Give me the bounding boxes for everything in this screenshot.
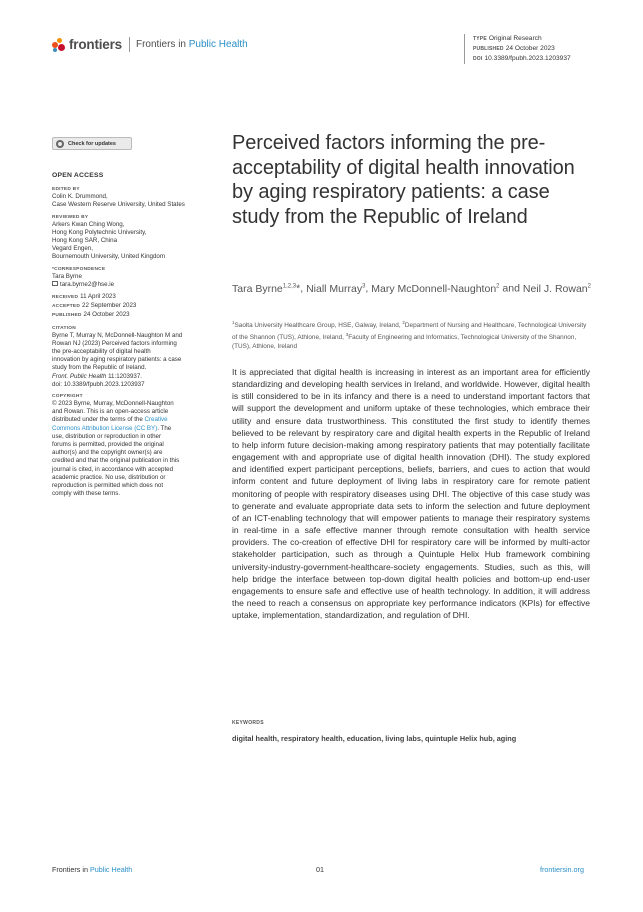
copyright-line: credited and that the original publication in this	[52, 457, 180, 465]
citation-doi[interactable]: doi: 10.3389/fpubh.2023.1203937	[52, 380, 145, 388]
meta-published: PUBLISHED 24 October 2023	[473, 45, 555, 52]
frontiers-logo[interactable]	[52, 37, 248, 52]
edited-by-label: EDITED BY	[52, 187, 80, 193]
cc-license-link[interactable]: Creative	[144, 416, 168, 424]
cc-license-link[interactable]: Commons Attribution License (CC BY)	[52, 424, 158, 432]
sidebar	[52, 172, 222, 503]
copyright-section	[52, 393, 222, 498]
journal-name: Frontiers in Public Health	[135, 39, 248, 50]
author[interactable]: Neil J. Rowan$^2$	[522, 282, 591, 295]
copyright-line: forums is permitted, provided the original	[52, 441, 164, 449]
editor-affiliation: Case Western Reserve University, United States	[52, 201, 185, 209]
article-title: Perceived factors informing the pre-acceptability of digital health innovation by aging respiratory patients: a case study from the Republic of Ireland	[232, 132, 575, 228]
reviewed-by-label: REVIEWED BY	[52, 214, 89, 220]
article-meta	[464, 34, 634, 64]
abstract: It is appreciated that digital health is increasing in interest as an important area for efficiently standardizing and developing health services in Ireland, and worldwide. However, digital health is still considered to be in its infancy and there is a need to understand important factors that will support the development and uniform uptake of these technologies, which embrace their utility and ensure data trustworthiness. This constituted the first study to identify themes believed to be relevant by respiratory care and digital health experts in the Republic of Ireland to help inform future decision-making among respiratory patients that may potentially facilitate engagement with and appropriate use of digital health innovation (DHI). The study explored and identified expert participant perceptions, beliefs, barriers, and cues to action that would inform content and future deployment of living labs in respiratory care for remote patient monitoring of people with respiratory diseases using DHI. The objective of this case study was to generate and evaluate appropriate data sets to inform the selection and future deployment of an ICT-enabling technology that will empower patients to manage their respiratory systems in real-time in a safe effective manner through remote consultation with health service providers. The co-creation of effective DHI for respiratory care will be informed by multi-actor stakeholder participation, such as through a Quintuple Helix Hub framework combining university-industry-government-healthcare-society engagements. Studies, such as this, will help bridge the interface between top-down digital health policies and bottom-up end-user engagements to ensure safe and effective use of health technology. In addition, it will address the need to reach a consensus on appropriate key performance indicators (KPIs) for effective uptake, implementation, standardization, and regulation of DHI.	[232, 367, 590, 621]
copyright-line: comply with these terms.	[52, 490, 121, 498]
logo-wordmark: frontiers	[69, 37, 122, 52]
edited-by-section	[52, 186, 222, 209]
frontiers-logo-icon	[52, 38, 66, 52]
copyright-line: © 2023 Byrne, Murray, McDonnell-Naughton	[52, 400, 174, 408]
correspondence-section	[52, 266, 222, 289]
reviewer-line: Bournemouth University, United Kingdom	[52, 253, 166, 261]
keywords: digital health, respiratory health, education, living labs, quintuple Helix hub, aging	[232, 734, 517, 743]
meta-doi[interactable]: DOI 10.3389/fpubh.2023.1203937	[473, 55, 571, 62]
copyright-line: distributed under the terms of the Creative	[52, 416, 168, 424]
affiliations: $^1$Saolta University Healthcare Group, HSE, Galway, Ireland, $^2$Department of Nursing and Healthcare, Technological University of the Shannon (TUS), Athlone, Ireland, $^3$Faculty of Engineering and Informatics, Technological University of the Shannon, (TUS), Athlone, Ireland	[232, 320, 587, 351]
logo-divider	[129, 37, 130, 52]
dates-section	[52, 293, 222, 321]
author-list: Tara Byrne$^{1,2,3}$*, Niall Murray$^3$, Mary McDonnell-Naughton$^2$ and Neil J. Rowan$^2$	[232, 282, 591, 295]
page-number: 01	[316, 865, 324, 874]
date-accepted: ACCEPTED 22 September 2023	[52, 302, 137, 310]
mail-icon	[52, 281, 58, 286]
citation-label: CITATION	[52, 325, 76, 331]
keywords-label: KEYWORDS	[232, 720, 264, 726]
reviewer-line: Hong Kong SAR, China	[52, 237, 118, 245]
editor-name: Colin K. Drummond,	[52, 193, 108, 201]
reviewer-line: Hong Kong Polytechnic University,	[52, 228, 147, 236]
correspondence-email[interactable]: tara.byrne2@hse.ie	[52, 281, 222, 289]
copyright-label: COPYRIGHT	[52, 394, 83, 400]
copyright-line: reproduction is permitted which does not	[52, 482, 164, 490]
date-received: RECEIVED 11 April 2023	[52, 293, 116, 301]
citation-line: Byrne T, Murray N, McDonnell-Naughton M and	[52, 331, 183, 339]
citation-journal-line: Front. Public Health 11:1203937.	[52, 372, 143, 380]
reviewer-line: Vegard Engen,	[52, 245, 93, 253]
reviewed-by-section	[52, 214, 222, 262]
date-published: PUBLISHED 24 October 2023	[52, 311, 130, 319]
footer-site-link[interactable]: frontiersin.org	[540, 865, 584, 874]
correspondence-label: *CORRESPONDENCE	[52, 266, 106, 272]
footer-journal: Frontiers in Public Health	[52, 865, 133, 874]
check-for-updates-button[interactable]	[52, 137, 132, 150]
copyright-line: Commons Attribution License (CC BY). The	[52, 424, 172, 432]
citation-line: innovation by aging respiratory patients: a case	[52, 356, 182, 364]
copyright-line: journal is cited, in accordance with accepted	[52, 465, 174, 473]
citation-line: Rowan NJ (2023) Perceived factors informing	[52, 339, 177, 347]
copyright-line: academic practice. No use, distribution or	[52, 473, 166, 481]
citation-section	[52, 325, 222, 389]
check-for-updates-label: Check for updates	[68, 140, 116, 147]
correspondence-name: Tara Byrne	[52, 272, 82, 280]
reviewer-line: Arkers Kwan Ching Wong,	[52, 220, 125, 228]
meta-type: TYPE Original Research	[473, 35, 542, 42]
updates-icon	[56, 140, 64, 148]
author[interactable]: Mary McDonnell-Naughton$^2$	[371, 282, 500, 295]
copyright-line: author(s) and the copyright owner(s) are	[52, 449, 163, 457]
open-access-label: OPEN ACCESS	[52, 172, 104, 179]
author[interactable]: Tara Byrne$^{1,2,3}$	[232, 282, 297, 295]
citation-line: the pre-acceptability of digital health	[52, 348, 151, 356]
citation-line: study from the Republic of Ireland.	[52, 364, 147, 372]
copyright-line: use, distribution or reproduction in other	[52, 432, 162, 440]
copyright-line: and Rowan. This is an open-access article	[52, 408, 169, 416]
author[interactable]: Niall Murray$^3$	[306, 282, 366, 295]
